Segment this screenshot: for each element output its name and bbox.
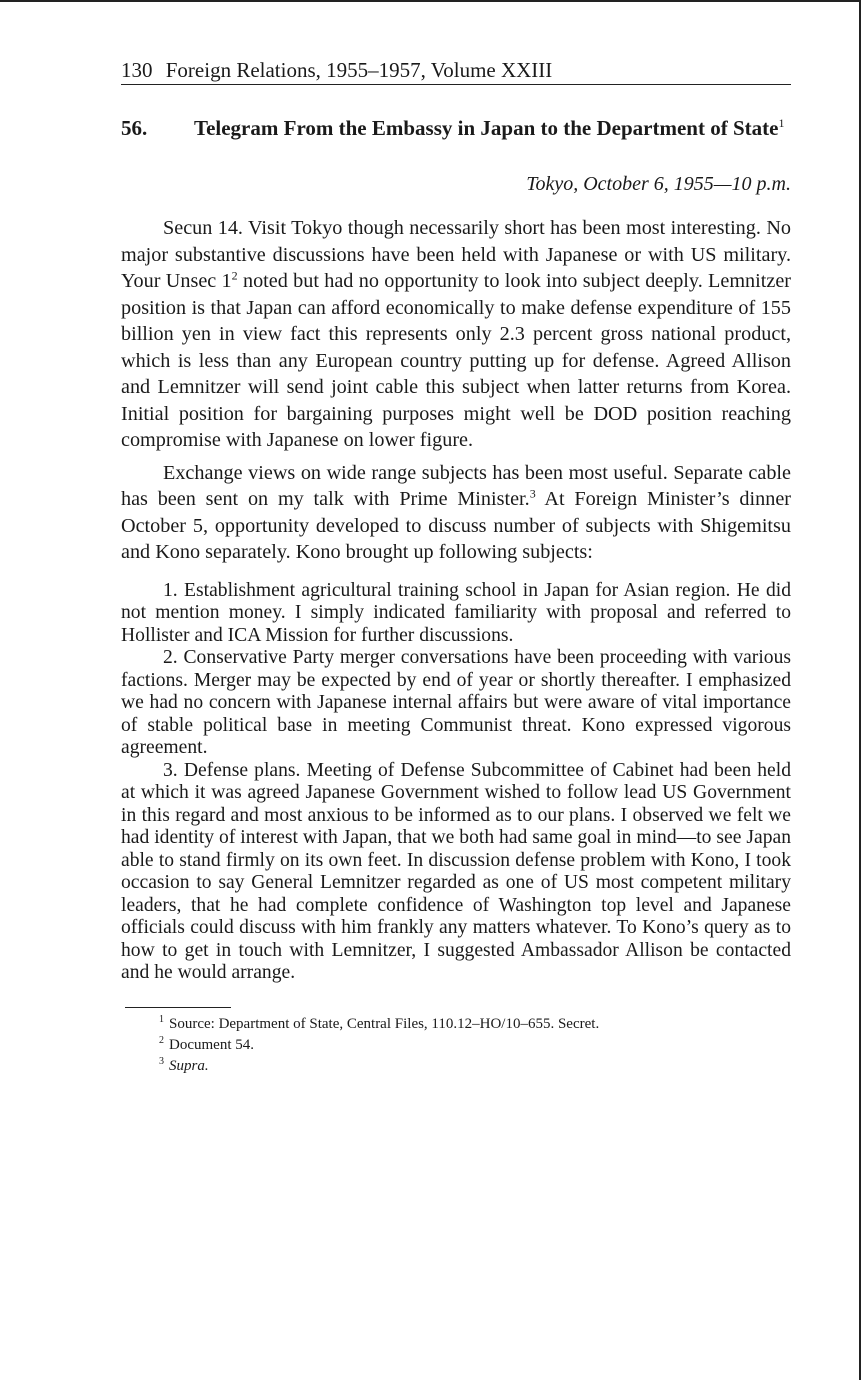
paragraph-2-text-b: At Foreign Minister’s dinner October 5, opportunity developed to discuss number of subjects with Shigemitsu and Kono separately. Kono brought up following subjects: bbox=[121, 488, 791, 563]
paragraph-1-text-b: noted but had no opportunity to look into subject deeply. Lemnitzer position is that Japan can afford economically to make defense expenditure of 155 billion yen in view fact this represents only 2.3 percent gross national product, which is less than any European country putting up for defense. Agreed Allison and Lemnitzer will send joint cable this subject when latter returns from Korea. Initial position for bargaining purposes might well be DOD position reaching compromise with Japanese on lower figure. bbox=[121, 270, 792, 451]
page-border-top bbox=[0, 0, 861, 2]
list-item: 2. Conservative Party merger conversations have been proceeding with various factions. Merger may be expected by end of year or shortly thereafter. I emphasized we had no concern with Japanese internal affairs but were aware of vital importance of stable political base in meeting Communist threat. Kono expressed vigorous agreement. bbox=[121, 647, 791, 758]
footnote-ref-3: 3 bbox=[529, 486, 536, 501]
footnote-2 bbox=[159, 1035, 791, 1056]
paragraph-2-text-a: Exchange views on wide range subjects has been most useful. Separate cable has been sent on my talk with Prime Minister. bbox=[121, 461, 791, 510]
paragraph-1-text-a: Secun 14. Visit Tokyo though necessarily short has been most interesting. No major substantive discussions have been held with Japanese or with US military. Your Unsec 1 bbox=[121, 217, 791, 292]
series-title: Foreign Relations, 1955–1957, Volume XXIII bbox=[165, 58, 553, 82]
dateline: Tokyo, October 6, 1955—10 p.m. bbox=[526, 173, 791, 195]
footnote-text: Supra. bbox=[169, 1057, 209, 1074]
document-heading bbox=[121, 115, 791, 141]
running-head bbox=[121, 56, 791, 85]
page-number: 130 bbox=[121, 58, 153, 82]
telegram-body bbox=[121, 215, 791, 566]
footnote-divider bbox=[125, 1007, 231, 1008]
document-page bbox=[121, 56, 791, 1077]
title-footnote-ref: 1 bbox=[778, 116, 785, 130]
footnote-ref-2: 2 bbox=[231, 268, 238, 283]
paragraph-1 bbox=[121, 215, 791, 454]
footnote-text: Source: Department of State, Central Files, 110.12–HO/10–655. Secret. bbox=[169, 1015, 600, 1032]
document-number: 56. bbox=[121, 116, 148, 140]
list-item: 1. Establishment agricultural training school in Japan for Asian region. He did not mention money. I simply indicated familiarity with proposal and referred to Hollister and ICA Mission for further discussions. bbox=[121, 579, 791, 646]
footnote-1 bbox=[159, 1014, 791, 1035]
document-title bbox=[194, 115, 791, 141]
footnote-mark: 3 bbox=[159, 1055, 164, 1067]
footnote-mark: 2 bbox=[159, 1034, 164, 1046]
document-title-text: Telegram From the Embassy in Japan to the Department of State bbox=[194, 116, 779, 140]
footnote-text: Document 54. bbox=[169, 1036, 254, 1053]
footnote-mark: 1 bbox=[159, 1013, 164, 1025]
subjects-list bbox=[121, 580, 791, 985]
paragraph-2 bbox=[121, 460, 791, 566]
list-item: 3. Defense plans. Meeting of Defense Subcommittee of Cabinet had been held at which it was agreed Japanese Government wished to follow lead US Government in this regard and most anxious to be informed as to our plans. I observed we felt we had identity of interest with Japan, that we both had same goal in mind—to see Japan able to stand firmly on its own feet. In discussion defense problem with Kono, I took occasion to say General Lemnitzer regarded as one of US most competent military leaders, that he had complete confidence of Washington top level and Japanese officials could discuss with him frankly any matters whatever. To Kono’s query as to how to get in touch with Lemnitzer, I suggested Ambassador Allison be contacted and he would arrange. bbox=[121, 759, 791, 983]
footnote-3 bbox=[159, 1056, 791, 1077]
footnotes bbox=[121, 1014, 791, 1077]
